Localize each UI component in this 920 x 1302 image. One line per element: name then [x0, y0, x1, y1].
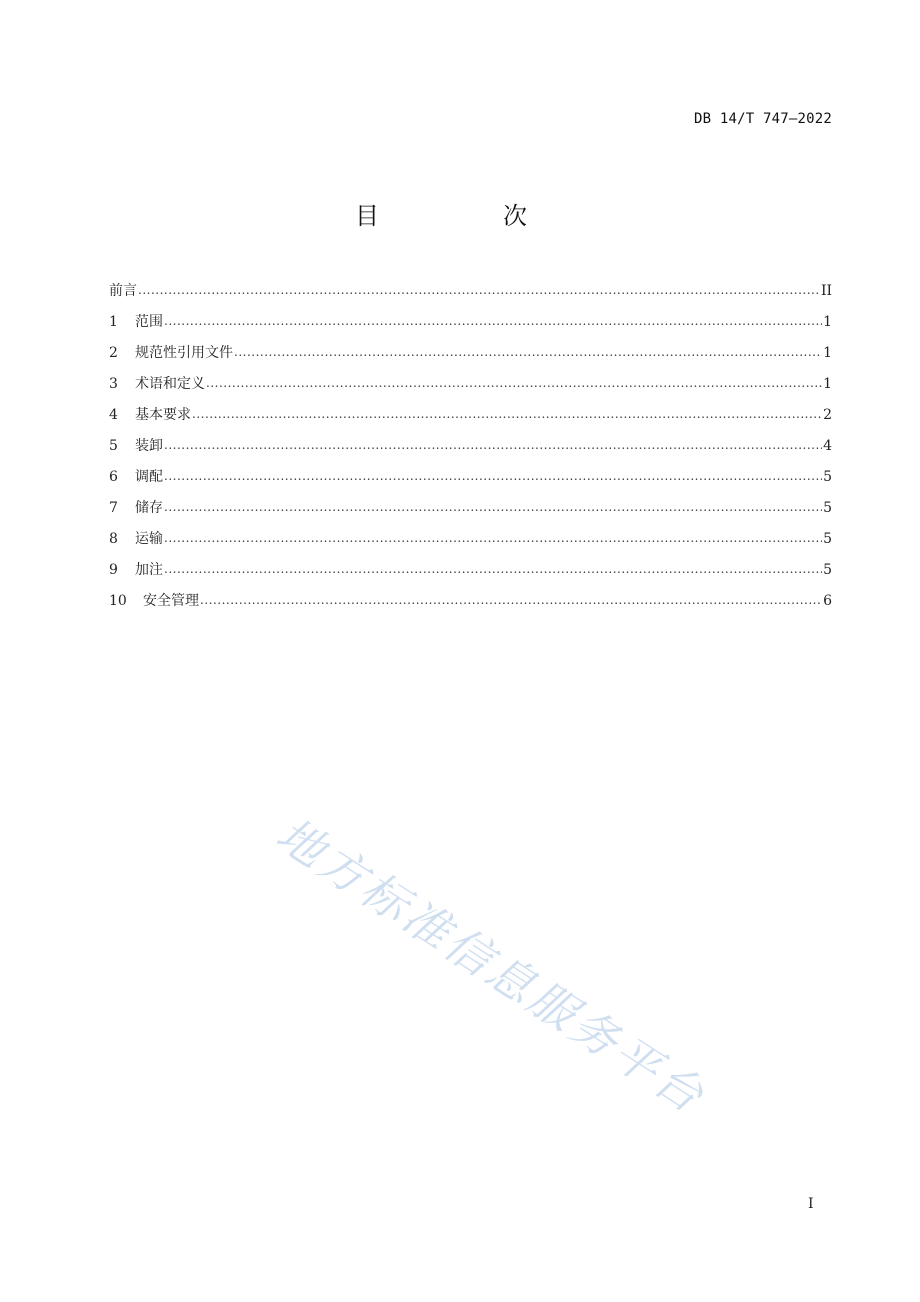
toc-entry-page: 1: [823, 314, 832, 330]
toc-entry-number: 2: [109, 345, 118, 361]
toc-entry-scope[interactable]: [109, 311, 832, 342]
toc-entry-number: 5: [109, 438, 118, 454]
toc-entry-number: 1: [109, 314, 118, 330]
toc-entry-text: 安全管理: [143, 593, 199, 609]
table-of-contents: [109, 280, 832, 621]
toc-entry-page: 5: [823, 562, 832, 578]
toc-entry-text: 加注: [135, 562, 163, 578]
toc-entry-number: 9: [109, 562, 118, 578]
toc-entry-page: 5: [823, 531, 832, 547]
toc-entry-text: 前言: [109, 283, 137, 299]
toc-leader-dots: [164, 558, 822, 580]
toc-leader-dots: [164, 465, 822, 487]
toc-entry-number: 6: [109, 469, 118, 485]
toc-entry-number: 10: [109, 593, 127, 609]
toc-leader-dots: [164, 310, 822, 332]
toc-leader-dots: [164, 434, 822, 456]
toc-entry-normative-references[interactable]: [109, 342, 832, 373]
toc-entry-basic-requirements[interactable]: [109, 404, 832, 435]
toc-entry-page: 6: [823, 593, 832, 609]
toc-entry-page: 2: [823, 407, 832, 423]
toc-entry-page: 5: [823, 500, 832, 516]
toc-leader-dots: [164, 496, 822, 518]
toc-entry-page: 1: [823, 345, 832, 361]
toc-entry-number: 3: [109, 376, 118, 392]
toc-leader-dots: [164, 527, 822, 549]
toc-entry-text: 调配: [135, 469, 163, 485]
toc-entry-terms-definitions[interactable]: [109, 373, 832, 404]
toc-leader-dots: [234, 341, 822, 363]
toc-entry-text: 范围: [135, 314, 163, 330]
toc-entry-text: 基本要求: [135, 407, 191, 423]
toc-entry-page: 5: [823, 469, 832, 485]
toc-entry-page: II: [820, 283, 832, 299]
toc-entry-blending[interactable]: [109, 466, 832, 497]
page-title: 目 次: [355, 202, 577, 230]
toc-leader-dots: [138, 279, 820, 301]
toc-leader-dots: [192, 403, 822, 425]
toc-entry-number: 7: [109, 500, 118, 516]
toc-entry-loading-unloading[interactable]: [109, 435, 832, 466]
page-number: I: [808, 1196, 814, 1212]
toc-entry-text: 装卸: [135, 438, 163, 454]
toc-leader-dots: [206, 372, 822, 394]
toc-leader-dots: [200, 589, 822, 611]
toc-entry-safety-management[interactable]: [109, 590, 832, 621]
standard-code: DB 14/T 747—2022: [693, 111, 832, 127]
toc-entry-refueling[interactable]: [109, 559, 832, 590]
toc-entry-transport[interactable]: [109, 528, 832, 559]
toc-entry-text: 储存: [135, 500, 163, 516]
toc-entry-text: 术语和定义: [135, 376, 205, 392]
toc-entry-number: 4: [109, 407, 118, 423]
watermark: 地方标准信息服务平台: [267, 806, 716, 1125]
toc-entry-page: 1: [823, 376, 832, 392]
toc-entry-foreword[interactable]: [109, 280, 832, 311]
toc-entry-page: 4: [823, 438, 832, 454]
toc-entry-storage[interactable]: [109, 497, 832, 528]
toc-entry-text: 运输: [135, 531, 163, 547]
toc-entry-number: 8: [109, 531, 118, 547]
toc-entry-text: 规范性引用文件: [135, 345, 233, 361]
